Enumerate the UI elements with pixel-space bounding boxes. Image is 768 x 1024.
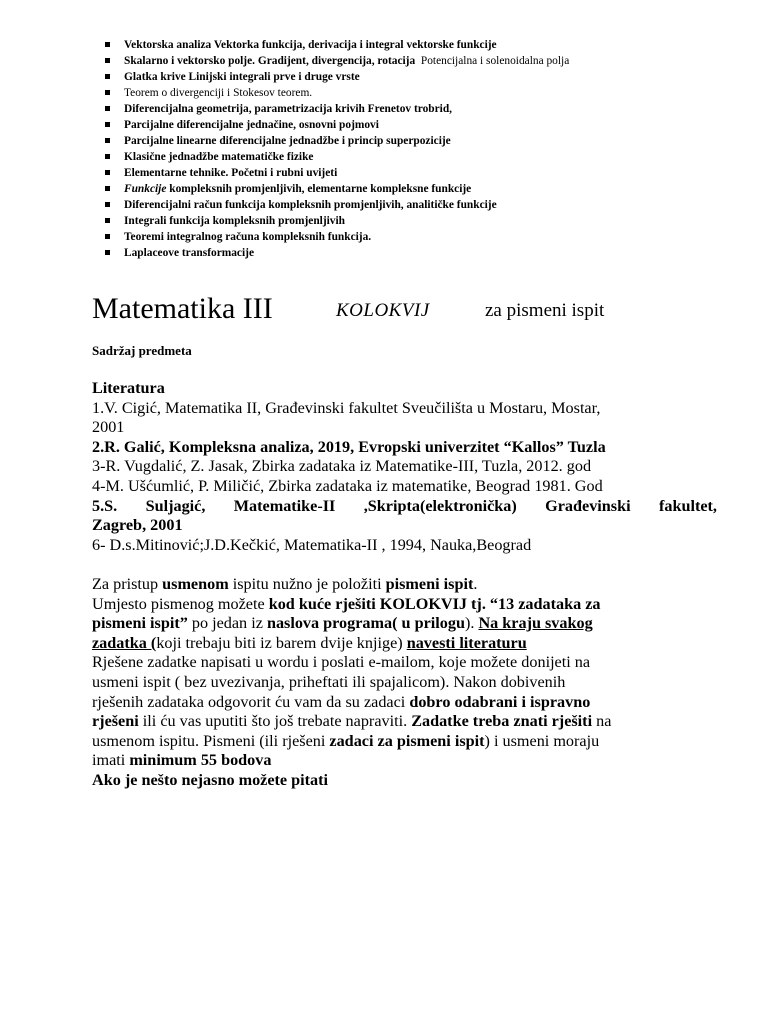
info-line: usmenom ispitu. Pismeni (ili rješeni zadaci za pismeni ispit) i usmeni moraju (92, 731, 600, 750)
list-item: Parcijalne diferencijalne jednačine, osnovni pojmovi (100, 117, 740, 133)
list-item: Diferencijalni račun funkcija kompleksnih promjenljivih, analitičke funkcije (100, 197, 740, 213)
list-item: Parcijalne linearne diferencijalne jednadžbe i princip superpozicije (100, 133, 740, 149)
list-item: Klasične jednadžbe matematičke fizike (100, 149, 740, 165)
list-item: Elementarne tehnike. Početni i rubni uvijeti (100, 165, 740, 181)
info-line: Rješene zadatke napisati u wordu i poslati e-mailom, koje možete donijeti na (92, 653, 591, 672)
list-item: Funkcije kompleksnih promjenljivih, elementarne kompleksne funkcije (100, 181, 740, 197)
bullet-icon (105, 170, 110, 175)
info-line: pismeni ispit” po jedan iz naslova programa( u prilogu). Na kraju svakog (92, 614, 593, 633)
body-text (92, 379, 717, 790)
info-line: zadatka (koji trebaju biti iz barem dvije knjige) navesti literaturu (92, 633, 527, 652)
bullet-icon (105, 138, 110, 143)
topic-list (100, 37, 740, 261)
literature-item: 4-M. Ušćumlić, P. Miličić, Zbirka zadataka iz matematike, Beograd 1981. God (92, 476, 603, 495)
list-item: Laplaceove transformacije (100, 245, 740, 261)
bullet-icon (105, 186, 110, 191)
bullet-icon (105, 42, 110, 47)
info-line: rješeni ili ću vas uputiti što još trebate napraviti. Zadatke treba znati rješiti na (92, 712, 612, 731)
title-main: Matematika III (92, 292, 273, 325)
bullet-icon (105, 90, 110, 95)
bullet-icon (105, 250, 110, 255)
literature-title: Literatura (92, 379, 165, 397)
literature-item: 2.R. Galić, Kompleksna analiza, 2019, Evropski univerzitet “Kallos” Tuzla (92, 437, 606, 456)
bullet-icon (105, 202, 110, 207)
bullet-icon (105, 58, 110, 63)
literature-item: 2001 (92, 418, 125, 437)
literature-item: 3-R. Vugdalić, Z. Jasak, Zbirka zadataka iz Matematike-III, Tuzla, 2012. god (92, 457, 592, 476)
bullet-icon (105, 122, 110, 127)
info-line: Umjesto pismenog možete kod kuće rješiti KOLOKVIJ tj. “13 zadataka za (92, 594, 601, 613)
literature-item: 1.V. Cigić, Matematika II, Građevinski fakultet Sveučilišta u Mostaru, Mostar, (92, 398, 601, 417)
bullet-icon (105, 218, 110, 223)
title-sub: za pismeni ispit (485, 300, 605, 321)
info-line: imati minimum 55 bodova (92, 751, 272, 770)
section-subtitle: Sadržaj predmeta (92, 343, 192, 358)
page-title (92, 290, 732, 330)
info-line: rješenih zadataka odgovorit ću vam da su zadaci dobro odabrani i ispravno (92, 692, 591, 711)
list-item: Skalarno i vektorsko polje. Gradijent, divergencija, rotacija Potencijalna i solenoidalna polja (100, 53, 740, 69)
list-item: Integrali funkcija kompleksnih promjenljivih (100, 213, 740, 229)
list-item: Teorem o divergenciji i Stokesov teorem. (100, 85, 740, 101)
list-item: Diferencijalna geometrija, parametrizacija krivih Frenetov trobrid, (100, 101, 740, 117)
list-item: Teoremi integralnog računa kompleksnih funkcija. (100, 229, 740, 245)
list-item: Glatka krive Linijski integrali prve i druge vrste (100, 69, 740, 85)
bullet-icon (105, 154, 110, 159)
bullet-icon (105, 106, 110, 111)
info-line: Za pristup usmenom ispitu nužno je položiti pismeni ispit. (92, 574, 478, 593)
spacer (92, 555, 717, 575)
literature-item: 5.S. Suljagić, Matematike-II ,Skripta(elektronička) Građevinski fakultet, (92, 496, 717, 515)
literature-item: 6- D.s.Mitinović;J.D.Kečkić, Matematika-II , 1994, Nauka,Beograd (92, 535, 532, 554)
list-item: Vektorska analiza Vektorka funkcija, derivacija i integral vektorske funkcije (100, 37, 740, 53)
info-line: usmeni ispit ( bez uvezivanja, priheftati ili spajalicom). Nakon dobivenih (92, 672, 566, 691)
info-line: Ako je nešto nejasno možete pitati (92, 770, 329, 789)
bullet-icon (105, 234, 110, 239)
title-kolokvij: KOLOKVIJ (336, 300, 430, 321)
bullet-icon (105, 74, 110, 79)
literature-item: Zagreb, 2001 (92, 516, 183, 535)
